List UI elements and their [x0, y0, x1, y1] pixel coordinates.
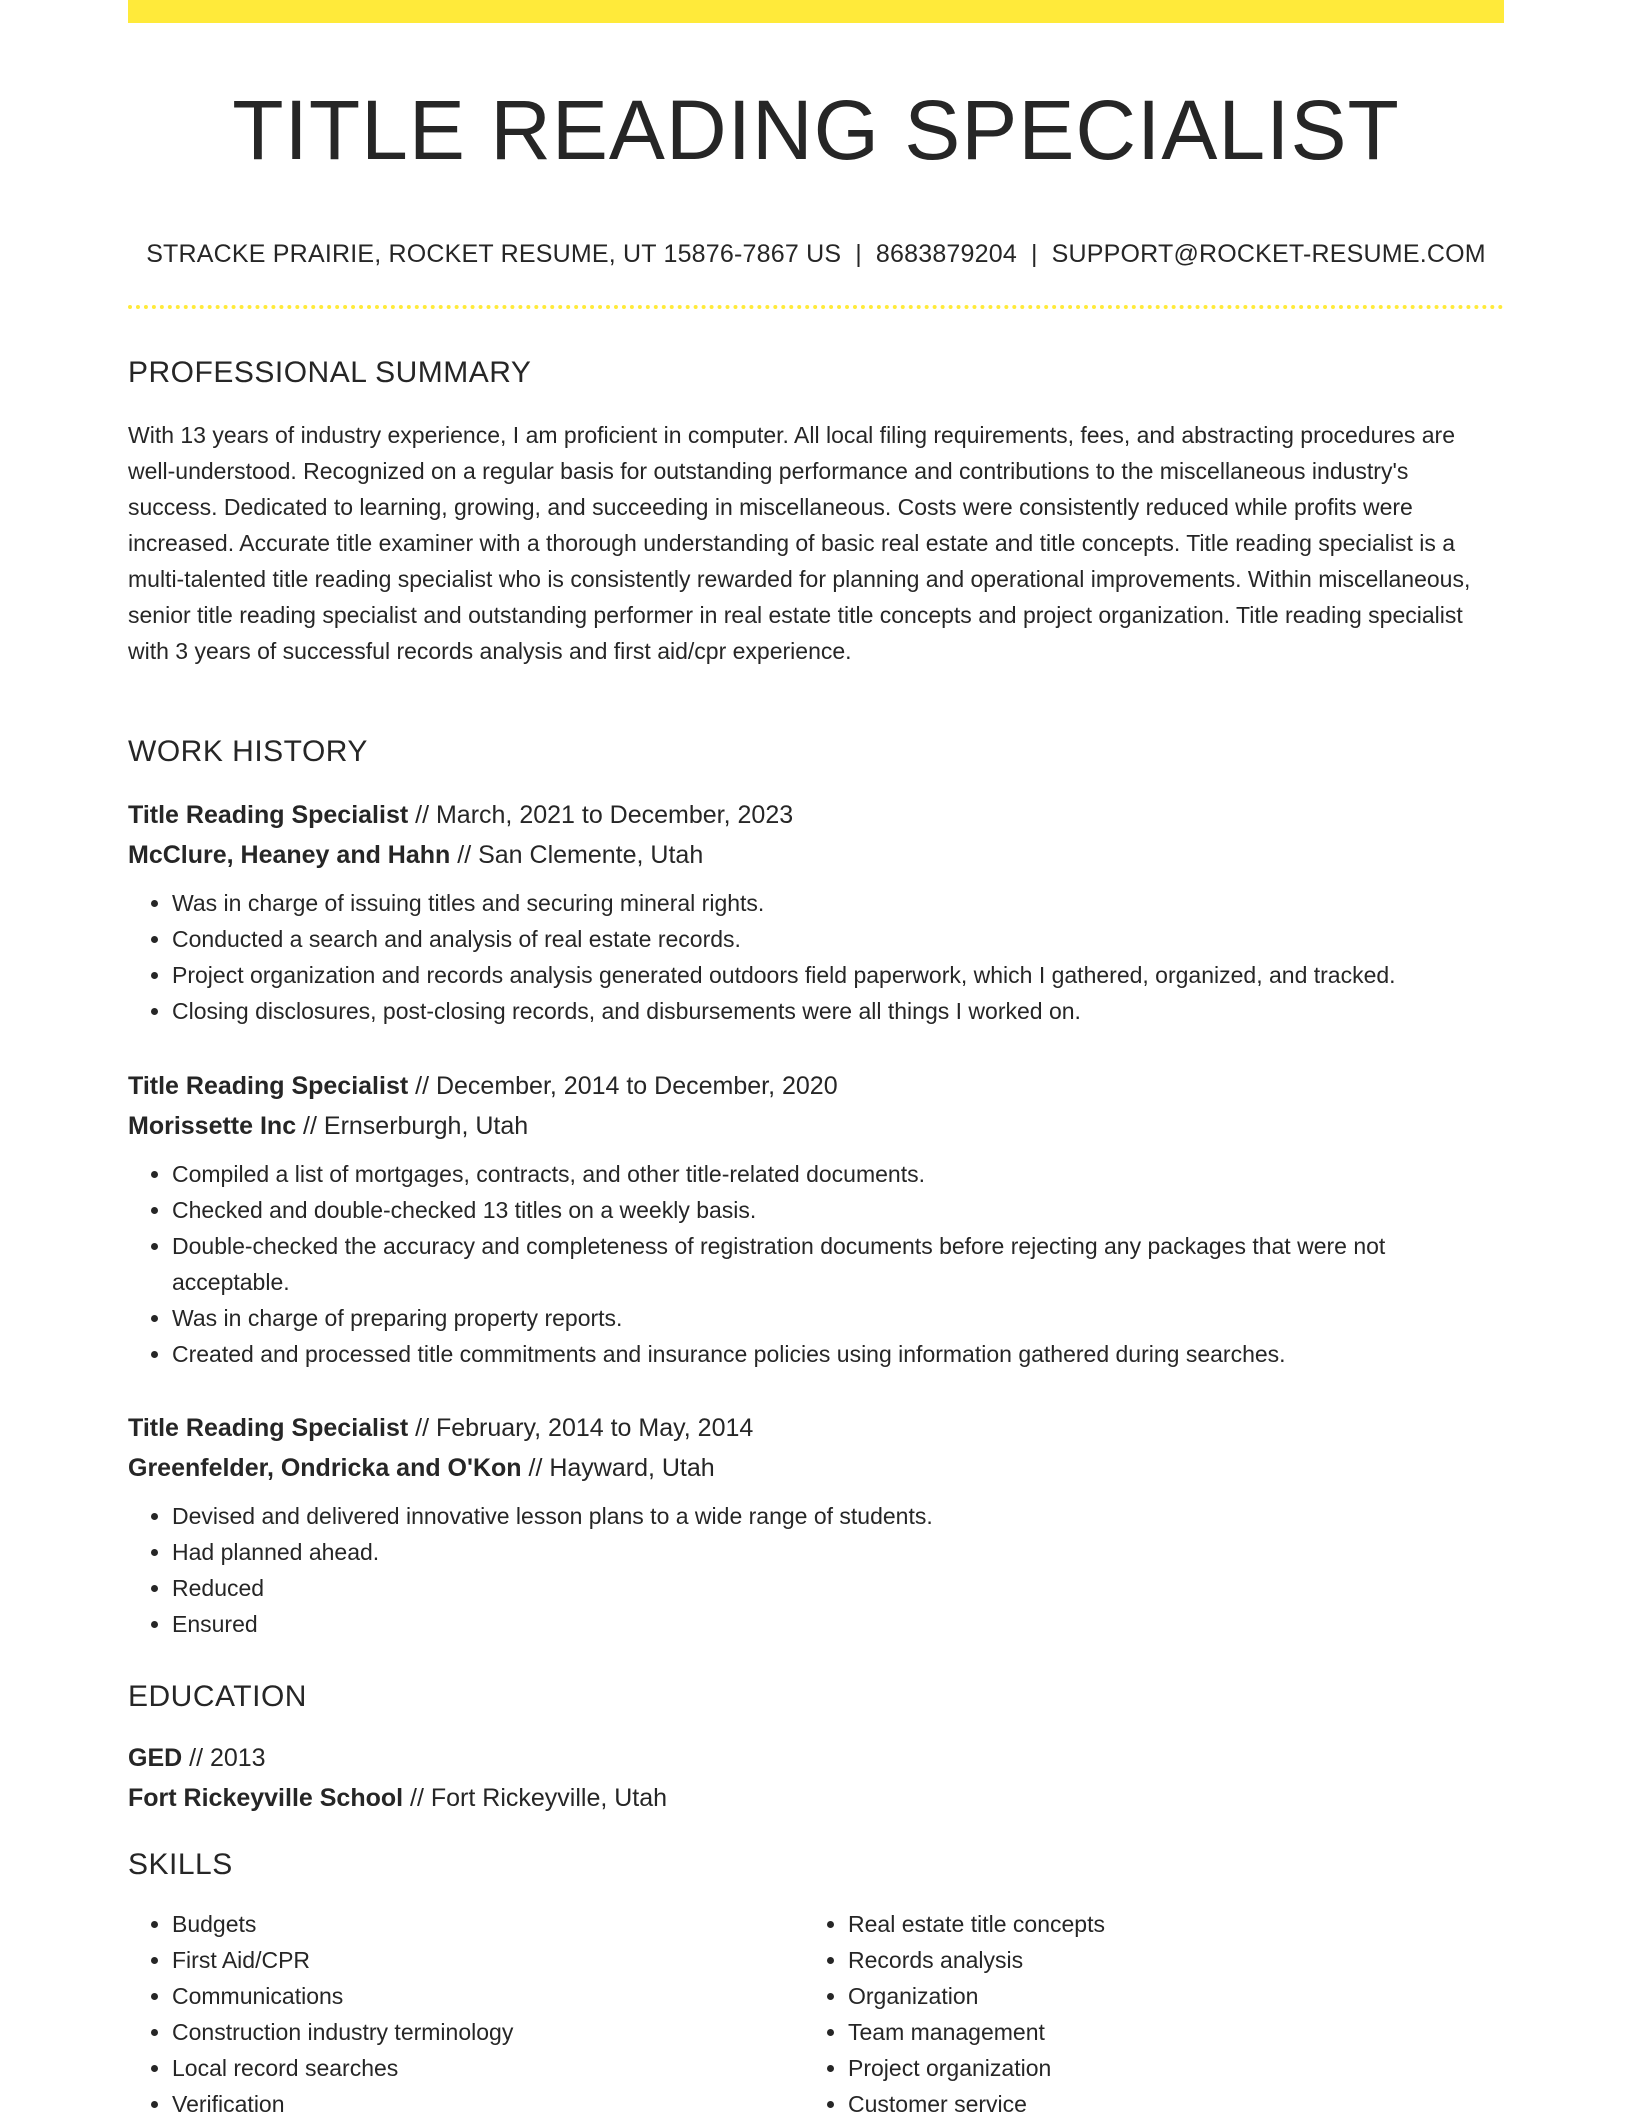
job-entry	[128, 795, 1504, 1029]
skills-columns	[128, 1906, 1504, 2122]
job-bullet: • Was in charge of issuing titles and securing mineral rights.	[172, 885, 1504, 921]
job-company: Morissette Inc	[128, 1112, 297, 1140]
address: STRACKE PRAIRIE, ROCKET RESUME, UT 15876-7867 US	[146, 240, 842, 268]
education-year: // 2013	[182, 1744, 266, 1772]
job-company-line	[128, 1448, 1504, 1488]
skill-item: • Budgets	[172, 1906, 804, 1942]
job-bullets	[128, 1498, 1504, 1642]
job-location: // San Clemente, Utah	[450, 841, 704, 869]
job-bullet: • Ensured	[172, 1606, 1504, 1642]
job-role-line	[128, 1066, 1504, 1106]
education-school: Fort Rickeyville School	[128, 1784, 404, 1812]
summary-heading: PROFESSIONAL SUMMARY	[128, 356, 532, 389]
job-bullet: • Double-checked the accuracy and completeness of registration documents before rejecting any packages that were not acceptable.	[172, 1228, 1504, 1300]
job-bullet: • Project organization and records analysis generated outdoors field paperwork, which I gathered, organized, and tracked.	[172, 957, 1504, 993]
job-location: // Ernserburgh, Utah	[296, 1112, 529, 1140]
job-company-line	[128, 835, 1504, 875]
job-location: // Hayward, Utah	[521, 1454, 715, 1482]
job-entry	[128, 1408, 1504, 1642]
job-bullet: • Conducted a search and analysis of real estate records.	[172, 921, 1504, 957]
job-bullet: • Checked and double-checked 13 titles on a weekly basis.	[172, 1192, 1504, 1228]
skill-item: • Organization	[848, 1978, 1480, 2014]
job-bullet: • Was in charge of preparing property reports.	[172, 1300, 1504, 1336]
skill-item: • Real estate title concepts	[848, 1906, 1480, 1942]
education-location: // Fort Rickeyville, Utah	[403, 1784, 668, 1812]
job-role-line	[128, 795, 1504, 835]
job-bullet: • Created and processed title commitments and insurance policies using information gathered during searches.	[172, 1336, 1504, 1372]
job-role: Title Reading Specialist	[128, 1414, 409, 1442]
skill-item: • Communications	[172, 1978, 804, 2014]
job-entry	[128, 1066, 1504, 1372]
job-company-line	[128, 1106, 1504, 1146]
job-dates: // February, 2014 to May, 2014	[408, 1414, 754, 1442]
contact-separator: |	[1030, 240, 1038, 268]
job-dates: // December, 2014 to December, 2020	[408, 1072, 838, 1100]
education-degree-line	[128, 1738, 1504, 1778]
summary-text: With 13 years of industry experience, I am proficient in computer. All local filing requirements, fees, and abstracting procedures are well-understood. Recognized on a regular basis for outstanding performance and contributions to the miscellaneous industry's success. Dedicated to learning, growing, and succeeding in miscellaneous. Costs were consistently reduced while profits were increased. Accurate title examiner with a thorough understanding of basic real estate and title concepts. Title reading specialist is a multi-talented title reading specialist who is consistently rewarded for planning and operational improvements. Within miscellaneous, senior title reading specialist and outstanding performer in real estate title concepts and project organization. Title reading specialist with 3 years of successful records analysis and first aid/cpr experience.	[128, 422, 1471, 664]
job-company: McClure, Heaney and Hahn	[128, 841, 451, 869]
job-bullet: • Reduced	[172, 1570, 1504, 1606]
job-role-line	[128, 1408, 1504, 1448]
contact-separator: |	[855, 240, 862, 268]
skill-item: • Project organization	[848, 2050, 1480, 2086]
job-company: Greenfelder, Ondricka and O'Kon	[128, 1454, 522, 1482]
education-heading: EDUCATION	[128, 1680, 307, 1713]
skill-item: • Records analysis	[848, 1942, 1480, 1978]
email: SUPPORT@ROCKET-RESUME.COM	[1051, 240, 1486, 268]
job-role: Title Reading Specialist	[128, 801, 409, 829]
dotted-divider	[128, 305, 1504, 309]
education-school-line	[128, 1778, 1504, 1818]
skill-item: • Verification	[172, 2086, 804, 2122]
skills-list-left	[128, 1906, 804, 2122]
skill-item: • Team management	[848, 2014, 1480, 2050]
job-bullet: • Compiled a list of mortgages, contracts, and other title-related documents.	[172, 1156, 1504, 1192]
job-dates: // March, 2021 to December, 2023	[408, 801, 794, 829]
skill-item: • Construction industry terminology	[172, 2014, 804, 2050]
education-degree: GED	[128, 1744, 183, 1772]
skills-list-right	[804, 1906, 1480, 2122]
candidate-title: TITLE READING SPECIALIST	[232, 83, 1400, 177]
skill-item: • First Aid/CPR	[172, 1942, 804, 1978]
education-entry	[128, 1738, 1504, 1818]
top-accent-bar	[128, 0, 1504, 23]
job-role: Title Reading Specialist	[128, 1072, 409, 1100]
skill-item: • Local record searches	[172, 2050, 804, 2086]
work-history-heading: WORK HISTORY	[128, 735, 368, 768]
phone: 8683879204	[875, 240, 1017, 268]
skills-heading: SKILLS	[128, 1848, 233, 1881]
job-bullet: • Closing disclosures, post-closing records, and disbursements were all things I worked on.	[172, 993, 1504, 1029]
skill-item: • Customer service	[848, 2086, 1480, 2122]
job-bullet: • Had planned ahead.	[172, 1534, 1504, 1570]
job-bullet: • Devised and delivered innovative lesson plans to a wide range of students.	[172, 1498, 1504, 1534]
contact-line	[128, 236, 1504, 272]
job-bullets	[128, 885, 1504, 1029]
job-bullets	[128, 1156, 1504, 1372]
